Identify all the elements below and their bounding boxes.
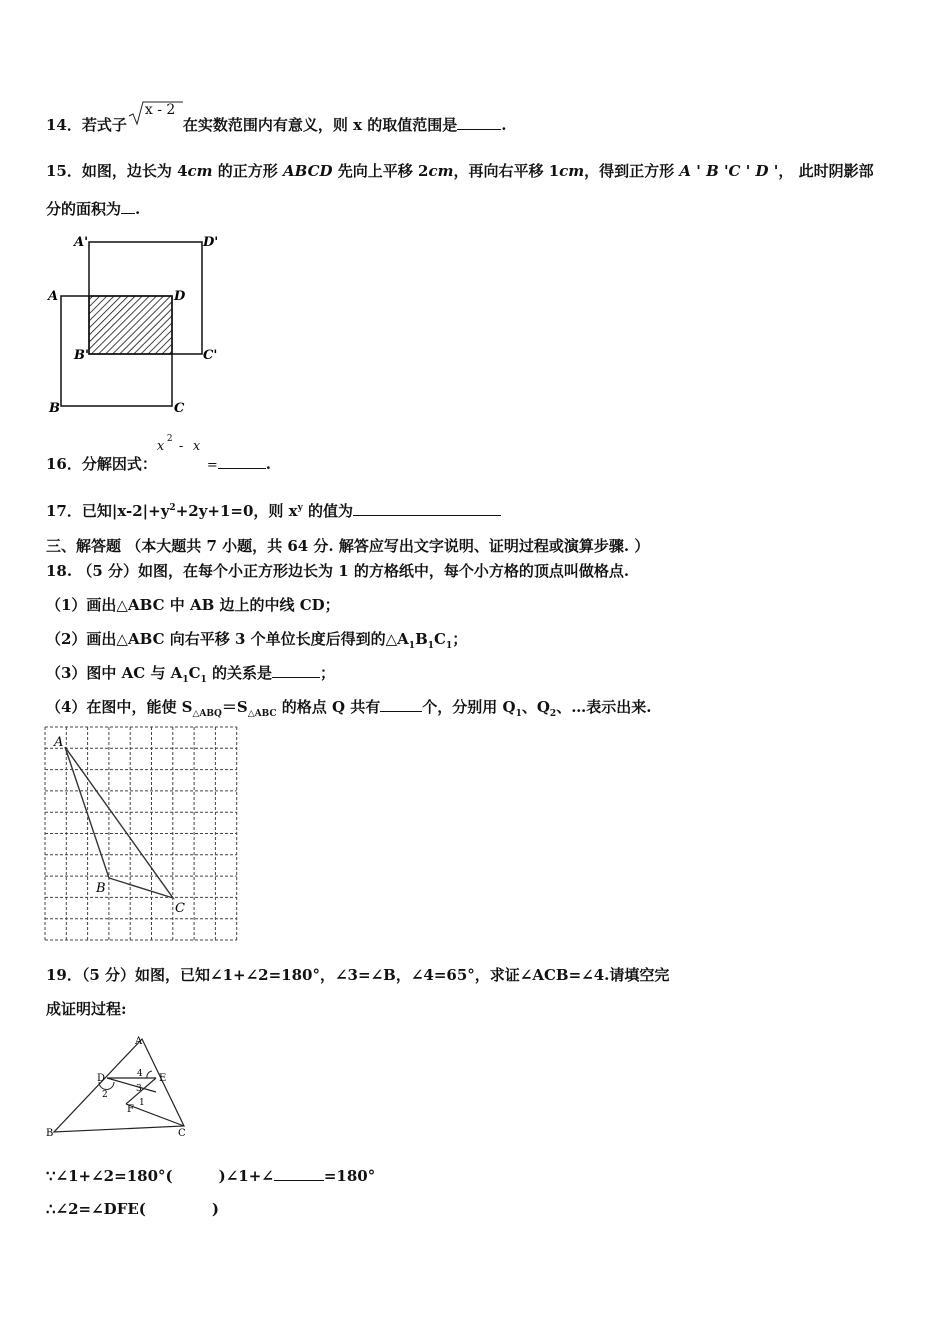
fig-label-angle-1: 1: [139, 1098, 145, 1108]
q15-text-e: ，得到正方形: [584, 162, 680, 180]
q14-prefix: 14．若式子: [46, 116, 127, 134]
fig-label-d: D: [97, 1073, 106, 1084]
question-19-line2: 成证明过程:: [46, 1000, 127, 1018]
q17-suffix: 的值为: [302, 502, 354, 520]
label-c: C: [174, 401, 185, 416]
grid-label-c: C: [175, 901, 185, 916]
q18-p4-c: 个，分别用 Q: [422, 698, 516, 716]
q16-minus: -: [178, 439, 184, 454]
q17-mid: +2y+1=0，则 x: [175, 502, 298, 520]
q14-sqrt-expression: [127, 102, 183, 134]
q14-suffix: 在实数范围内有意义，则 x 的取值范围是: [182, 116, 458, 134]
question-19-line1: 19．（5 分）如图，已知∠1+∠2=180°，∠3=∠B，∠4=65°，求证∠ACB=∠4.请填空完: [46, 966, 670, 984]
q18-sub: 1: [445, 641, 453, 651]
q19-proof-line2: [46, 1200, 219, 1218]
q18-p4-sub2: △ABC: [247, 709, 277, 719]
q17-sup: 2: [169, 503, 176, 513]
q16-end: .: [265, 455, 272, 473]
q18-p4-e: 、…表示出来.: [556, 698, 652, 716]
q18-p4-a: （4）在图中，能使 S: [46, 698, 193, 716]
q15-line2: 分的面积为: [46, 200, 122, 218]
question-15-line2: [46, 198, 140, 219]
q15-unit: cm: [187, 162, 213, 180]
question-18-part1: （1）画出△ABC 中 AB 边上的中线 CD；: [46, 596, 340, 614]
fig-label-angle-3: 3: [136, 1084, 142, 1094]
q15-answer-blank[interactable]: [121, 199, 135, 214]
label-a: A: [48, 289, 59, 304]
q19-proof-line1: [46, 1166, 375, 1185]
question-18-part2: [46, 628, 467, 651]
section-3-heading: 三、解答题 （本大题共 7 小题，共 64 分. 解答应写出文字说明、证明过程或演算步骤. ）: [46, 537, 650, 555]
q16-x2: x: [192, 439, 201, 454]
q14-radicand: x - 2: [144, 102, 176, 118]
q18-grid-figure: [44, 726, 240, 944]
grid-label-a: A: [54, 735, 64, 750]
angle-4-arc: [147, 1071, 152, 1078]
label-b-prime: B': [74, 348, 89, 363]
q18-p2-b: B: [415, 630, 428, 648]
q18-p2-a: （2）画出△ABC 向右平移 3 个单位长度后得到的△A: [46, 630, 409, 648]
q18-p4-answer-blank[interactable]: [380, 697, 422, 712]
q18-p2-c: C: [434, 630, 446, 648]
q17-answer-blank[interactable]: [353, 501, 501, 516]
proof1-c: =180°: [323, 1167, 376, 1185]
question-18-part4: [46, 696, 651, 719]
q16-expression: [156, 434, 207, 469]
q18-p4-b: 的格点 Q 共有: [276, 698, 381, 716]
proof1-a: ∵∠1+∠2=180°(: [46, 1167, 173, 1185]
shaded-overlap-region: [89, 296, 172, 354]
q18-p4-d: 、Q: [521, 698, 550, 716]
label-d: D: [174, 289, 186, 304]
q15-figure: [40, 228, 230, 418]
q16-answer-blank[interactable]: [218, 454, 266, 469]
q14-end: .: [501, 116, 507, 134]
q18-p3-c: 的关系是: [206, 664, 273, 682]
question-16: [46, 434, 272, 474]
q15-text-a: 15．如图，边长为 4: [46, 162, 188, 180]
q18-sub: 1: [200, 675, 207, 685]
q15-text-f: ， 此时阴影部: [778, 162, 874, 180]
fig-label-f: F: [127, 1104, 134, 1115]
q17-prefix: 17．已知|x-2|+y: [46, 502, 170, 520]
question-17: [46, 500, 501, 521]
grid-label-b: B: [96, 881, 106, 896]
question-15-line1: [46, 160, 874, 181]
proof2-b: ): [211, 1200, 219, 1218]
q18-sub: 1: [427, 641, 435, 651]
fig-label-a: A: [135, 1036, 143, 1047]
label-b: B: [49, 401, 60, 416]
proof1-angle-blank[interactable]: [274, 1166, 324, 1181]
q15-unit: cm: [428, 162, 454, 180]
q14-answer-blank[interactable]: [457, 115, 501, 130]
q15-square-name: ABCD: [283, 162, 333, 180]
q18-p3-answer-blank[interactable]: [272, 663, 320, 678]
q18-p3-a: （3）图中 AC 与 A: [46, 664, 183, 682]
q18-p2-end: ；: [452, 630, 468, 648]
q16-x: x: [156, 439, 165, 454]
q15-line2-end: .: [135, 200, 141, 218]
q18-sub2: 2: [549, 709, 557, 719]
fig-label-angle-4: 4: [137, 1069, 143, 1079]
q18-p4-eq: ＝S: [221, 698, 248, 716]
q18-p3-b: C: [188, 664, 201, 682]
question-18-title: 18. （5 分）如图，在每个小正方形边长为 1 的方格纸中，每个小方格的顶点叫做格点.: [46, 562, 630, 580]
q18-p4-sub1: △ABQ: [192, 709, 222, 719]
q16-equals: =: [206, 458, 218, 473]
fig-label-b: B: [46, 1128, 54, 1139]
q15-text-c: 先向上平移 2: [332, 162, 429, 180]
fig-label-angle-2: 2: [102, 1090, 108, 1100]
q15-square-prime-name: A ' B 'C ' D ': [679, 162, 779, 180]
proof2-a: ∴∠2=∠DFE(: [46, 1200, 146, 1218]
q16-prefix: 16．分解因式：: [46, 455, 157, 473]
question-14: [46, 102, 507, 135]
q17-sup2: y: [297, 503, 303, 513]
proof1-b: )∠1+∠: [218, 1167, 274, 1185]
q18-sub: 1: [515, 709, 522, 719]
q18-sub: 1: [182, 675, 189, 685]
fig-label-e: E: [159, 1073, 167, 1084]
label-a-prime: A': [74, 235, 89, 250]
fig-label-c: C: [178, 1128, 186, 1139]
q16-exponent: 2: [166, 434, 173, 444]
q15-text-b: 的正方形: [212, 162, 284, 180]
q18-sub: 1: [408, 641, 416, 651]
q19-figure: [44, 1034, 194, 1144]
q15-unit: cm: [559, 162, 585, 180]
label-d-prime: D': [203, 235, 219, 250]
q18-p3-end: ；: [320, 664, 336, 682]
q15-text-d: ，再向右平移 1: [453, 162, 560, 180]
label-c-prime: C': [203, 348, 218, 363]
question-18-part3: [46, 662, 335, 685]
